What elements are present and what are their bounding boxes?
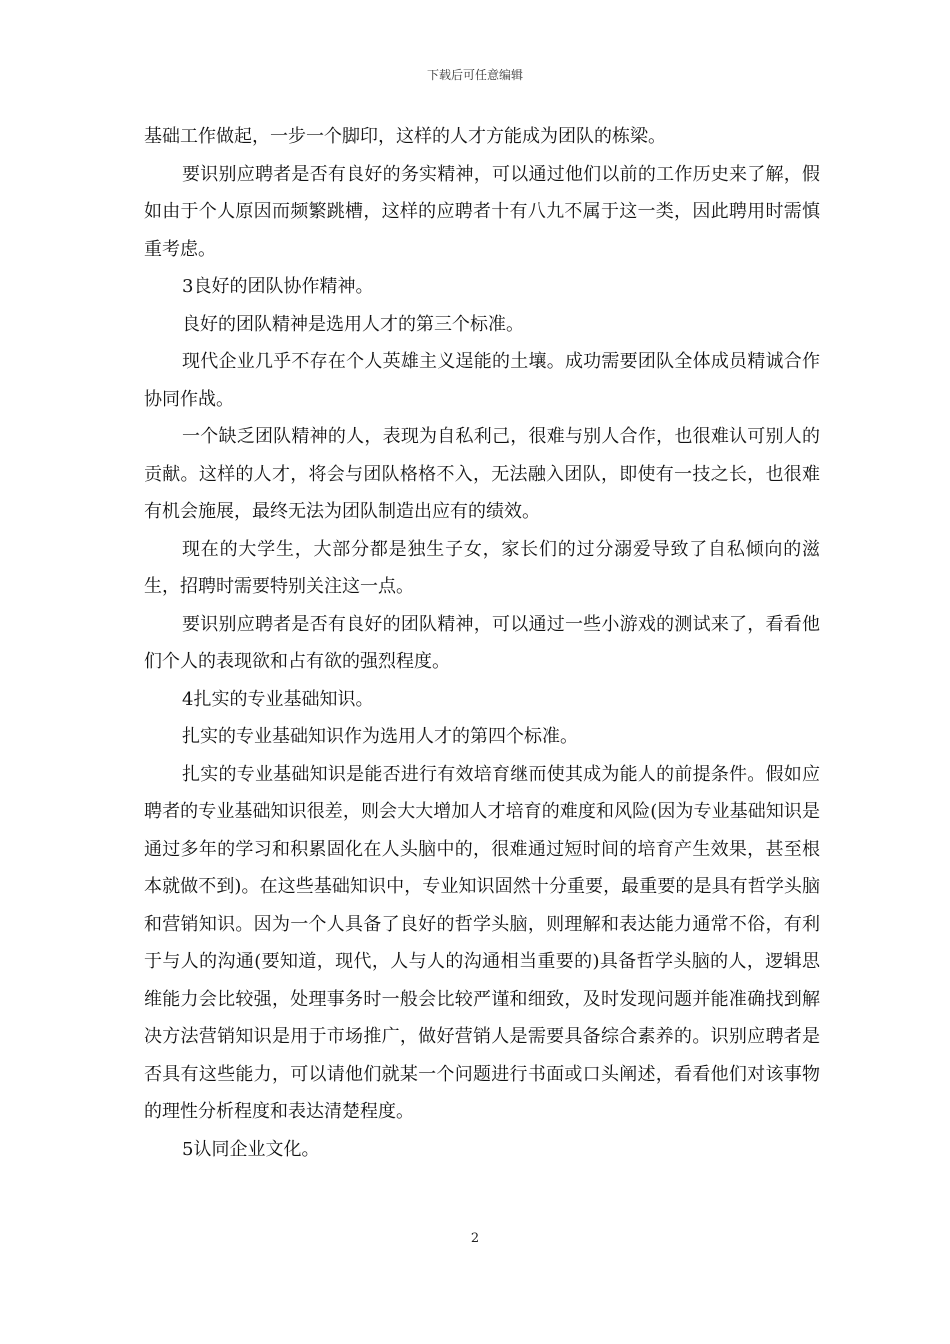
page-header: 下载后可任意编辑 xyxy=(426,68,523,82)
paragraph: 现代企业几乎不存在个人英雄主义逞能的土壤。成功需要团队全体成员精诚合作协同作战。 xyxy=(144,351,820,410)
paragraph: 扎实的专业基础知识作为选用人才的第四个标准。 xyxy=(182,726,578,747)
section-heading: 3良好的团队协作精神。 xyxy=(182,276,374,297)
section-heading: 4扎实的专业基础知识。 xyxy=(182,688,374,710)
paragraph: 要识别应聘者是否有良好的团队精神，可以通过一些小游戏的测试来了，看看他们个人的表现欲和占有欲的强烈程度。 xyxy=(144,613,820,672)
paragraph: 扎实的专业基础知识是能否进行有效培育继而使其成为能人的前提条件。假如应聘者的专业基础知识很差，则会大大增加人才培育的难度和风险(因为专业基础知识是通过多年的学习和积累固化在人头脑中的，很难通过短时间的培育产生效果，甚至根本就做不到)。在这些基础知识中，专业知识固然十分重要，最重要的是具有哲学头脑和营销知识。因为一个人具备了良好的哲学头脑，则理解和表达能力通常不俗，有利于与人的沟通(要知道，现代，人与人的沟通相当重要的)具备哲学头脑的人，逻辑思维能力会比较强，处理事务时一般会比较严谨和细致，及时发现问题并能准确找到解决方法营销知识是用于市场推广，做好营销人是需要具备综合素养的。识别应聘者是否具有这些能力，可以请他们就某一个问题进行书面或口头阐述，看看他们对该事物的理性分析程度和表达清楚程度。 xyxy=(144,763,820,1122)
page-number: 2 xyxy=(470,1231,480,1246)
document-body xyxy=(144,118,820,1168)
paragraph: 现在的大学生，大部分都是独生子女，家长们的过分溺爱导致了自私倾向的滋生，招聘时需要特别关注这一点。 xyxy=(144,538,820,597)
paragraph: 一个缺乏团队精神的人，表现为自私利己，很难与别人合作，也很难认可别人的贡献。这样的人才，将会与团队格格不入，无法融入团队，即使有一技之长，也很难有机会施展，最终无法为团队制造出应有的绩效。 xyxy=(144,426,820,522)
section-heading: 5认同企业文化。 xyxy=(182,1138,320,1160)
paragraph: 基础工作做起，一步一个脚印，这样的人才方能成为团队的栋梁。 xyxy=(144,126,666,147)
paragraph: 良好的团队精神是选用人才的第三个标准。 xyxy=(182,313,524,335)
paragraph: 要识别应聘者是否有良好的务实精神，可以通过他们以前的工作历史来了解，假如由于个人原因而频繁跳槽，这样的应聘者十有八九不属于这一类，因此聘用时需慎重考虑。 xyxy=(144,163,820,260)
